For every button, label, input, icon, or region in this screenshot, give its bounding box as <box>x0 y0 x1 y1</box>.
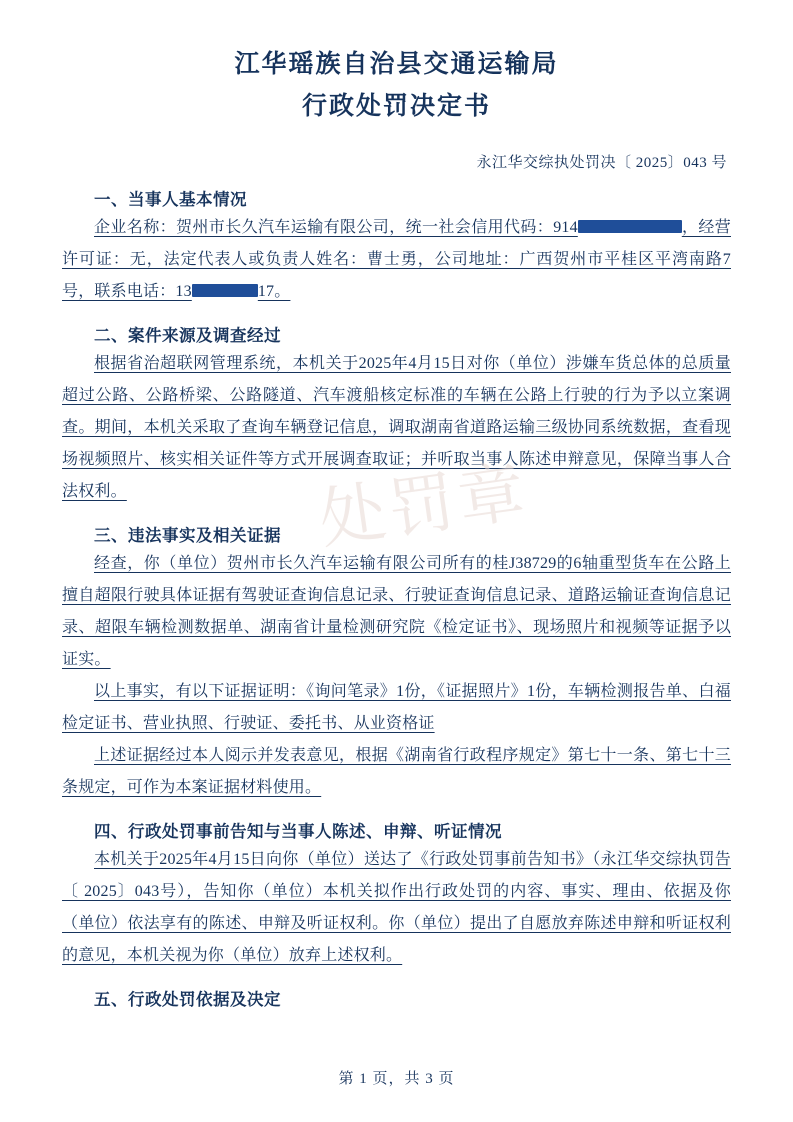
section-4-paragraph <box>62 844 731 972</box>
section-heading-3: 三、违法事实及相关证据 <box>94 526 281 545</box>
section-2-paragraph <box>62 348 731 508</box>
violation-facts-text: 经查，你（单位）贺州市长久汽车运输有限公司所有的桂J38729的6轴重型货车在公路上擅自超限行驶具体证据有驾驶证查询信息记录、行驶证查询信息记录、道路运输证查询信息记录、超限车辆检测数据单、湖南省计量检测研究院《检定证书》、现场照片和视频等证据予以证实。 <box>62 555 731 668</box>
watermark: 处罚章 <box>314 455 534 558</box>
section-3-paragraph-1 <box>62 548 731 676</box>
document-number: 永江华交综执处罚决〔 2025〕043 号 <box>476 155 727 171</box>
section-heading-1: 一、当事人基本情况 <box>94 190 247 209</box>
page-title-line-2: 行政处罚决定书 <box>301 92 491 120</box>
case-source-text: 根据省治超联网管理系统，本机关于2025年4月15日对你（单位）涉嫌车货总体的总质量超过公路、公路桥梁、公路隧道、汽车渡船核定标准的车辆在公路上行驶的行为予以立案调查。期间，本机关采取了查询车辆登记信息，调取湖南省道路运输三级协同系统数据，查看现场视频照片、核实相关证件等方式开展调查取证；并听取当事人陈述申辩意见，保障当事人合法权利。 <box>62 355 731 500</box>
evidence-legal-basis-text: 上述证据经过本人阅示并发表意见，根据《湖南省行政程序规定》第七十一条、第七十三条规定，可作为本案证据材料使用。 <box>62 747 731 796</box>
section-3-paragraph-3 <box>62 740 731 804</box>
party-info-part-2: ，经营许可证：无，法定代表人或负责人姓名：曹士勇，公司地址：广西贺州市平桂区平湾南路7号，联系电话：13 <box>62 219 731 300</box>
redaction-bar-credit-code <box>578 220 682 233</box>
section-3-paragraph-2 <box>62 676 731 740</box>
section-heading-4: 四、行政处罚事前告知与当事人陈述、申辩、听证情况 <box>94 822 502 841</box>
evidence-list-text: 以上事实，有以下证据证明：《询问笔录》1份，《证据照片》1份，车辆检测报告单、白福检定证书、营业执照、行驶证、委托书、从业资格证 <box>62 683 731 732</box>
page-title-line-1: 江华瑶族自治县交通运输局 <box>234 51 559 78</box>
redaction-bar-phone <box>192 284 258 297</box>
page-footer: 第 1 页，共 3 页 <box>338 1071 455 1087</box>
section-1-paragraph <box>62 212 731 308</box>
party-info-part-1: 企业名称：贺州市长久汽车运输有限公司，统一社会信用代码：914 <box>94 219 578 236</box>
section-heading-5: 五、行政处罚依据及决定 <box>94 990 281 1009</box>
section-heading-2: 二、案件来源及调查经过 <box>94 326 281 345</box>
party-info-part-3: 17。 <box>257 283 291 300</box>
prior-notice-text: 本机关于2025年4月15日向你（单位）送达了《行政处罚事前告知书》（永江华交综执罚告〔 2025〕043号），告知你（单位）本机关拟作出行政处罚的内容、事实、理由、依据及你（单位）依法享有的陈述、申辩及听证权利。你（单位）提出了自愿放弃陈述申辩和听证权利的意见，本机关视为你（单位）放弃上述权利。 <box>62 851 731 964</box>
